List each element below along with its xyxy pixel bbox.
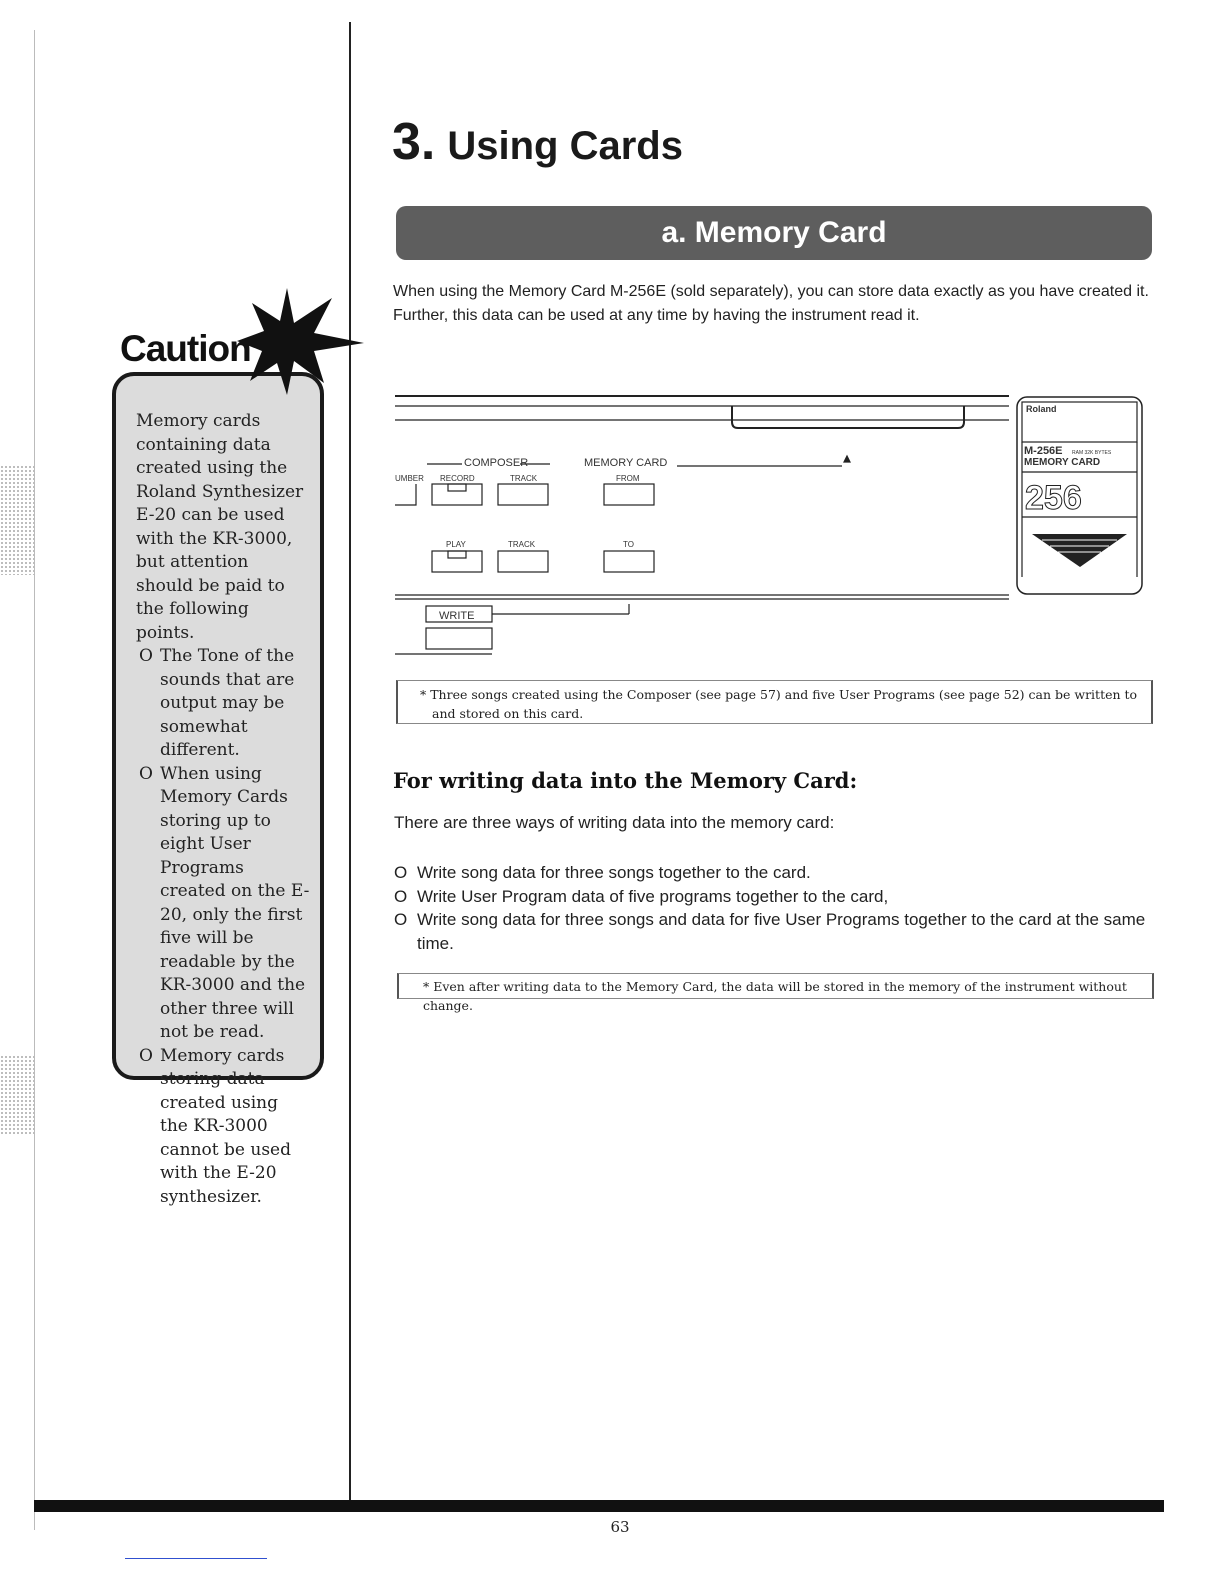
write-label: WRITE [439, 610, 475, 622]
bullet-marker: O [394, 863, 408, 882]
list-item-text: Write User Program data of five programs together to the card, [417, 886, 889, 906]
column-divider [349, 22, 351, 1500]
track-label: TRACK [510, 474, 538, 483]
record-label: RECORD [440, 474, 475, 483]
card-label: MEMORY CARD [1024, 457, 1101, 468]
card-number: 256 [1025, 479, 1082, 517]
ways-intro: There are three ways of writing data into the memory card: [394, 813, 835, 832]
binding-dots-bottom [0, 1055, 34, 1135]
bullet-marker: O [394, 910, 408, 930]
list-item-text: Write song data for three songs and data for five User Programs together to the card at the same time. [417, 910, 1146, 954]
chapter-title-text: Using Cards [447, 124, 683, 168]
number-label: UMBER [395, 474, 424, 483]
from-label: FROM [616, 474, 640, 483]
list-item [394, 861, 1159, 885]
card-brand: Roland [1026, 404, 1057, 414]
page-number: 63 [610, 1518, 630, 1536]
card-capacity: RAM 32K BYTES [1072, 450, 1112, 456]
caution-bullet-text: The Tone of the sounds that are output may be somewhat different. [160, 646, 295, 760]
bullet-marker: O [139, 1045, 153, 1066]
caution-intro: Memory cards containing data created using the Roland Synthesizer E-20 can be used with the KR-3000, but attention should be paid to the following points. [136, 411, 304, 643]
caution-box [112, 372, 324, 1207]
section-banner: a. Memory Card [396, 206, 1152, 260]
caution-bullet [136, 645, 310, 763]
starburst-icon [232, 283, 367, 398]
bullet-marker: O [139, 763, 153, 784]
composer-label: COMPOSER [464, 457, 529, 469]
chapter-title [392, 112, 683, 172]
caution-bullet-text: Memory cards storing data created using the KR-3000 cannot be used with the E-20 synthesizer. [160, 1045, 291, 1207]
chapter-number: 3. [392, 113, 436, 171]
caution-bullet [136, 763, 310, 1045]
bullet-marker: O [139, 646, 153, 666]
list-item [394, 908, 1159, 955]
caution-bullet-text: When using Memory Cards storing up to eight User Programs created on the E-20, only the first five will be readable by the KR-3000 and the other three will not be read. [160, 763, 310, 1042]
footer-bar [34, 1500, 1164, 1512]
subheading: For writing data into the Memory Card: [393, 768, 858, 793]
list-item [394, 885, 1159, 909]
caution-title: Caution [120, 328, 251, 369]
scan-artifact-line [125, 1558, 267, 1559]
ways-list [394, 861, 1159, 956]
card-model: M-256E [1024, 445, 1063, 457]
caution-bullet [136, 1045, 310, 1210]
panel-diagram [392, 392, 1157, 662]
binding-dots-top [0, 465, 34, 575]
list-item-text: Write song data for three songs together to the card. [417, 863, 811, 882]
memory-card-label: MEMORY CARD [584, 457, 668, 469]
track-label-2: TRACK [508, 540, 536, 549]
to-label: TO [623, 540, 634, 549]
page-left-edge [34, 30, 35, 1530]
play-label: PLAY [446, 540, 466, 549]
intro-paragraph: When using the Memory Card M-256E (sold separately), you can store data exactly as you have created it. Further, this data can be used at any time by having the instrument read it. [393, 283, 1149, 324]
note-memory-unchanged: * Even after writing data to the Memory Card, the data will be stored in the memory of the instrument without change. [397, 973, 1154, 999]
note-three-songs: * Three songs created using the Composer (see page 57) and five User Programs (see page 52) can be written to and stored on this card. [396, 680, 1153, 724]
bullet-marker: O [394, 886, 408, 906]
